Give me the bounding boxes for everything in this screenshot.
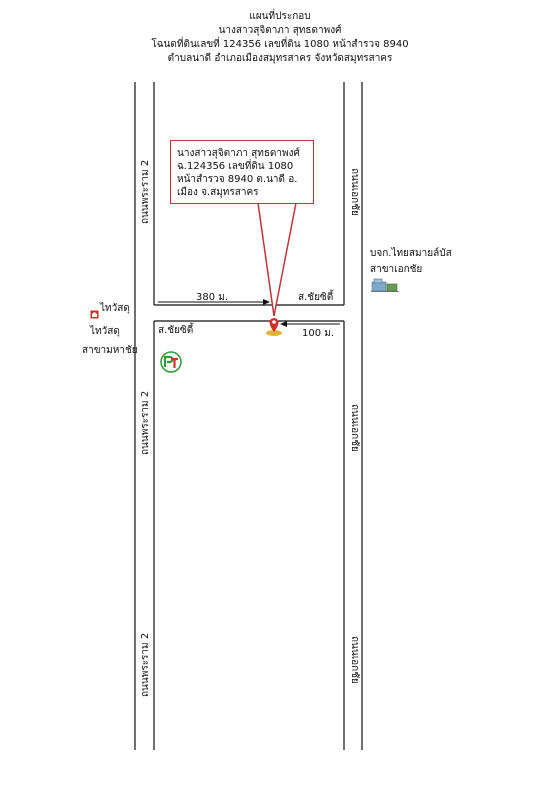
soi-label-top: ส.ชัยซิตี้ bbox=[298, 292, 334, 303]
thaismilebus-name: บจก.ไทยสมายล์บัส bbox=[370, 248, 452, 259]
distance-arrowhead-right bbox=[280, 321, 287, 327]
header-deed: โฉนดที่ดินเลขที่ 124356 เลขที่ดิน 1080 หน้าสำรวจ 8940 bbox=[151, 39, 409, 50]
callout-deed: ฉ.124356 เลขที่ดิน 1080 bbox=[177, 161, 294, 172]
distance-arrowhead-left bbox=[263, 299, 270, 305]
thaiwatsadu-icon-label: ไทวัสดุ bbox=[100, 303, 130, 314]
thaiwatsadu-branch: สาขามหาชัย bbox=[82, 345, 138, 356]
property-callout bbox=[170, 140, 314, 204]
distance-left-label: 380 ม. bbox=[196, 292, 229, 303]
callout-survey: หน้าสำรวจ 8940 ต.นาดี อ. bbox=[177, 174, 298, 185]
thaiwatsadu-logo-icon bbox=[90, 304, 99, 313]
thaismilebus-branch: สาขาเอกชัย bbox=[370, 264, 423, 275]
rama2-label-mid: ถนนพระราม 2 bbox=[140, 390, 151, 455]
ekachai-label-bottom: ถนนเอกชัย bbox=[349, 636, 360, 684]
rama2-label-bottom: ถนนพระราม 2 bbox=[140, 632, 151, 697]
header-title: แผนที่ประกอบ bbox=[249, 11, 311, 22]
callout-owner: นางสาวสุจิตาภา สุทธดาพงศ์ bbox=[177, 148, 300, 159]
header-location: ตำบลนาดี อำเภอเมืองสมุทรสาคร จังหวัดสมุทรสาคร bbox=[167, 53, 393, 64]
callout-district: เมือง จ.สมุทรสาคร bbox=[177, 187, 259, 198]
ekachai-label-top: ถนนเอกชัย bbox=[349, 168, 360, 216]
ekachai-label-mid: ถนนเอกชัย bbox=[349, 404, 360, 452]
header-owner: นางสาวสุจิตาภา สุทธดาพงศ์ bbox=[218, 25, 342, 36]
distance-right-label: 100 ม. bbox=[302, 328, 335, 339]
callout-pointer bbox=[258, 203, 296, 316]
rama2-label-top: ถนนพระราม 2 bbox=[140, 159, 151, 224]
pt-gas-station-icon bbox=[160, 351, 182, 373]
soi-label-bottom: ส.ชัยซิตี้ bbox=[158, 325, 194, 336]
thaiwatsadu-name: ไทวัสดุ bbox=[90, 326, 120, 337]
building-icon bbox=[371, 277, 399, 291]
